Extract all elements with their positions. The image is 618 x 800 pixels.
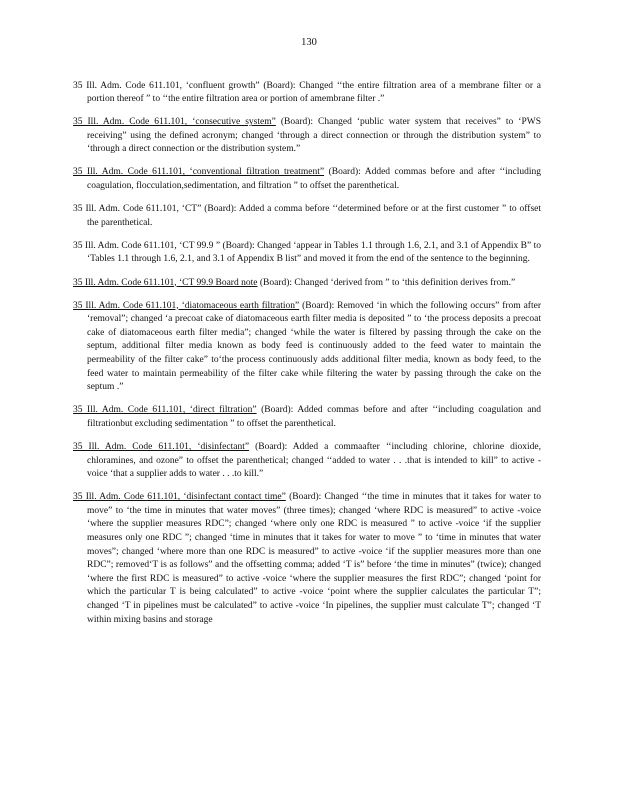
page-number: 130 (301, 37, 317, 48)
entry-text: (Board): Changed ‘public water system that receives” to ‘PWS receiving” using the defined acronym; changed ‘through a direct connection or through the distribution system” to ‘through a direct connection or the distribution system.” (87, 117, 542, 155)
entry-direct-filtration (73, 404, 541, 431)
entry-text: (Board): Changed ‘derived from ” to ‘this definition derives from.” (257, 277, 516, 288)
entry-ct (73, 203, 541, 230)
entry-reference: 35 Ill. Adm. Code 611.101, ‘confluent growth” (Board): (73, 80, 296, 91)
entry-text: Added a comma before ‘‘determined before or at the first customer ” to offset the parenthetical. (87, 204, 541, 228)
entry-confluent-growth (73, 80, 541, 107)
entry-text: Changed ‘‘the entire filtration area of a membrane filter or a portion thereof ” to ‘‘the entire filtration area or portion of amembrane filter .” (87, 80, 541, 105)
entry-reference: 35 Ill. Adm. Code 611.101, ‘direct filtration” (73, 405, 257, 416)
entry-reference: 35 Ill. Adm. Code 611.101, ‘disinfectant” (73, 441, 250, 452)
entry-list (73, 70, 541, 633)
entry-reference: 35 Ill. Adm. Code 611.101, ‘disinfectant contact time” (73, 492, 286, 503)
entry-text: (Board): Removed ‘in which the following occurs” from after ‘removal”; changed ‘a precoat cake of diatomaceous earth filter media is deposited ” to ‘the process deposits a precoat cake of diatomaceous earth filter media”; changed ‘while the water is filtered by passing through the cake on the septum, additional filter media known as body feed is continuously added to the feed water to maintain the permeability of the filter cake” to‘the process continuously adds additional filter media, known as body feed, to the feed water to maintain permeability of the filter cake while filtering the water by passing through the cake on the septum .” (87, 300, 541, 393)
entry-text: (Board): Added a commaafter ‘‘including chlorine, chlorine dioxide, chloramines, and ozone” to offset the parenthetical; changed ‘‘added to water . . .that is intended to kill” to active -voice ‘that a supplier adds to water . . .to kill.” (87, 441, 541, 480)
entry-disinfectant-contact-time (73, 491, 541, 627)
entry-disinfectant (73, 441, 541, 482)
entry-reference: 35 Ill. Adm. Code 611.101, ‘consecutive system” (73, 117, 276, 128)
entry-reference: 35 Ill. Adm. Code 611.101, ‘CT 99.9 ” (Board): (73, 240, 255, 251)
entry-text: Changed ‘appear in Tables 1.1 through 1.6, 2.1, and 3.1 of Appendix B” to ‘Tables 1.1 through 1.6, 2.1, and 3.1 of Appendix B list” and moved it from the end of the sentence to the beginning. (87, 240, 541, 265)
entry-conventional-filtration (73, 166, 541, 193)
entry-reference: 35 Ill. Adm. Code 611.101, ‘conventional filtration treatment” (73, 167, 325, 178)
entry-consecutive-system (73, 116, 541, 157)
entry-text: (Board): Changed ‘‘the time in minutes that it takes for water to move” to ‘the time in minutes that water moves” (three times); changed ‘where RDC is measured” to active -voice ‘where the supplier measures RDC”; changed ‘where only one RDC is measured ” to active -voice ‘if the supplier measures only one RDC ”; changed ‘time in minutes that it takes for water to move ” to ‘time in minutes that water moves”; changed ‘where more than one RDC is measured” to active -voice ‘if the supplier measures more than one RDC”; removed‘T is as follows” and the offsetting comma; added ‘T is” before ‘the time in minutes” (twice); changed ‘where the first RDC is measured” to active -voice ‘where the supplier measures the first RDC”; changed ‘point for which the particular T is being calculated” to active -voice ‘point where the supplier calculates the particular T”; changed ‘T in pipelines must be calculated” to active -voice ‘In pipelines, the supplier must calculate T”; changed ‘T within mixing basins and storage (87, 492, 541, 625)
entry-text: (Board): Added commas before and after ‘‘including coagulation, flocculation,sedimentation, and filtration ” to offset the parenthetical. (87, 167, 541, 192)
entry-reference: 35 Ill. Adm. Code 611.101, ‘CT” (Board): (73, 204, 237, 215)
entry-text: (Board): Added commas before and after ‘‘including coagulation and filtrationbut excluding sedimentation ” to offset the parenthetical. (87, 405, 541, 429)
entry-reference: 35 Ill. Adm. Code 611.101, ‘diatomaceous earth filtration” (73, 300, 300, 311)
entry-ct-99-9-board-note (73, 277, 541, 291)
entry-diatomaceous-earth (73, 300, 541, 395)
entry-ct-99-9 (73, 240, 541, 267)
entry-reference: 35 Ill. Adm. Code 611.101, ‘CT 99.9 Board note (73, 277, 258, 288)
